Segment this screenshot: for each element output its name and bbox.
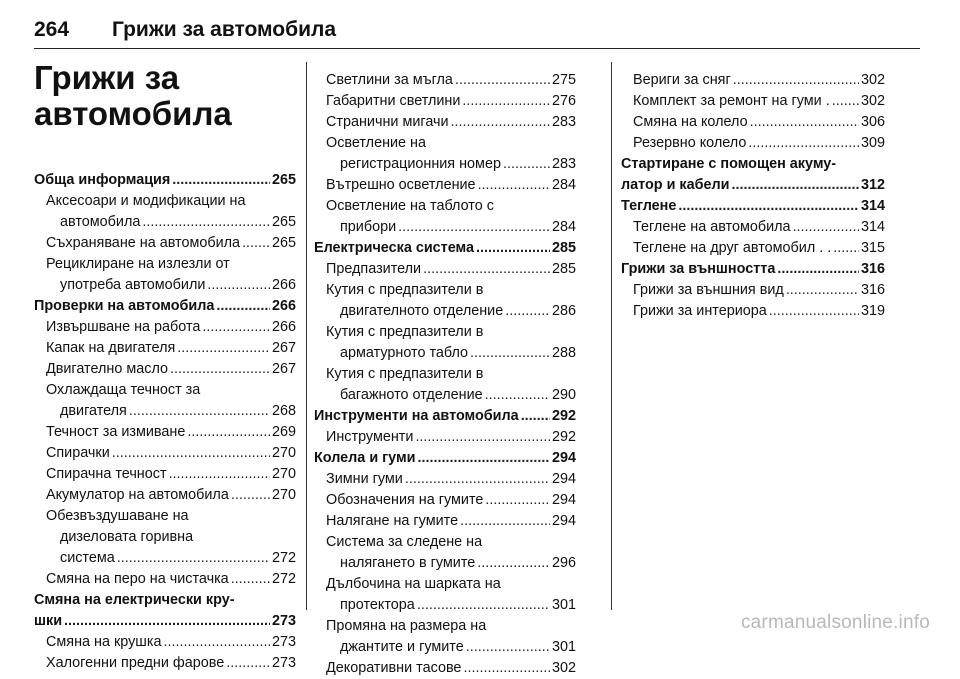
toc-entry-label: Теглене на друг автомобил . . — [633, 240, 832, 256]
toc-entry-label: Смяна на крушка — [46, 634, 162, 650]
toc-page-number: 294 — [551, 513, 576, 529]
dot-leader — [505, 301, 550, 321]
dot-leader — [231, 485, 270, 505]
toc-section-entry[interactable] — [314, 406, 576, 427]
dot-leader — [170, 359, 270, 379]
toc-page-number: 315 — [860, 240, 885, 256]
toc-page-number: 302 — [860, 93, 885, 109]
dot-leader — [460, 511, 550, 531]
toc-entry[interactable] — [34, 254, 296, 296]
toc-entry[interactable] — [34, 338, 296, 359]
dot-leader — [226, 653, 270, 673]
toc-entry-label: Съхраняване на автомобила — [46, 235, 241, 251]
toc-entry-label: Грижи за интериора — [633, 303, 767, 319]
toc-entry-label: двигателното отделение — [340, 303, 504, 319]
dot-leader — [187, 422, 270, 442]
toc-entry[interactable] — [314, 133, 576, 175]
toc-entry[interactable] — [621, 133, 885, 154]
toc-page-number: 292 — [551, 408, 576, 424]
toc-section-entry[interactable] — [314, 448, 576, 469]
toc-section-entry[interactable] — [621, 154, 885, 196]
toc-page-number: 283 — [551, 156, 576, 172]
toc-entry[interactable] — [34, 443, 296, 464]
column-divider — [611, 62, 612, 610]
toc-entry-label-line: Осветление на таблото с — [326, 198, 494, 214]
toc-entry-label: употреба автомобили — [60, 277, 206, 293]
toc-entry-label-line: Смяна на електрически кру- — [34, 592, 235, 608]
toc-page-number: 273 — [271, 655, 296, 671]
toc-entry[interactable] — [34, 380, 296, 422]
toc-entry-label: налягането в гумите — [340, 555, 476, 571]
toc-entry-label: двигателя — [60, 403, 127, 419]
toc-entry-label-line: Кутия с предпазители в — [326, 366, 484, 382]
toc-entry-label: Инструменти — [326, 429, 414, 445]
toc-entry[interactable] — [34, 233, 296, 254]
dot-leader — [732, 175, 859, 195]
toc-section-entry[interactable] — [621, 259, 885, 280]
toc-page-number: 294 — [551, 492, 576, 508]
dot-leader — [129, 401, 270, 421]
toc-page-number: 302 — [551, 660, 576, 676]
toc-page-number: 286 — [551, 303, 576, 319]
dot-leader — [415, 427, 550, 447]
toc-page-number: 267 — [271, 340, 296, 356]
toc-entry[interactable] — [314, 112, 576, 133]
toc-entry[interactable] — [34, 506, 296, 569]
toc-page-number: 296 — [551, 555, 576, 571]
toc-page-number: 272 — [271, 571, 296, 587]
toc-page-number: 314 — [860, 219, 885, 235]
toc-entry[interactable] — [621, 280, 885, 301]
toc-entry-label: Теглене на автомобила — [633, 219, 791, 235]
toc-entry[interactable] — [314, 259, 576, 280]
dot-leader — [733, 70, 859, 90]
toc-entry[interactable] — [34, 422, 296, 443]
toc-entry-label: Обозначения на гумите — [326, 492, 484, 508]
chapter-title-line: Грижи за — [34, 59, 180, 96]
toc-entry-label: Акумулатор на автомобила — [46, 487, 229, 503]
toc-section-entry[interactable] — [34, 296, 296, 317]
toc-page-number: 275 — [551, 72, 576, 88]
toc-entry[interactable] — [314, 658, 576, 679]
dot-leader — [202, 317, 270, 337]
toc-entry[interactable] — [621, 70, 885, 91]
toc-page-number: 284 — [551, 177, 576, 193]
toc-entry[interactable] — [34, 359, 296, 380]
toc-page-number: 306 — [860, 114, 885, 130]
toc-entry[interactable] — [621, 112, 885, 133]
toc-entry-label: багажното отделение — [340, 387, 483, 403]
toc-entry-label-line: Кутия с предпазители в — [326, 324, 484, 340]
toc-page-number: 266 — [271, 298, 296, 314]
toc-page-number: 290 — [551, 387, 576, 403]
toc-entry[interactable] — [34, 191, 296, 233]
page-header — [34, 10, 920, 49]
toc-entry[interactable] — [314, 574, 576, 616]
toc-entry-label: Вътрешно осветление — [326, 177, 476, 193]
toc-entry[interactable] — [314, 364, 576, 406]
dot-leader — [216, 296, 270, 316]
dot-leader — [405, 469, 550, 489]
toc-entry-label-line: Обезвъздушаване на — [46, 508, 189, 524]
dot-leader — [451, 112, 550, 132]
toc-entry-label: регистрационния номер — [340, 156, 501, 172]
dot-leader — [242, 233, 270, 253]
toc-entry-label-line: Кутия с предпазители в — [326, 282, 484, 298]
dot-leader — [169, 464, 270, 484]
toc-entry[interactable] — [621, 91, 885, 112]
toc-entry-label: Зимни гуми — [326, 471, 403, 487]
dot-leader — [423, 259, 550, 279]
toc-entry[interactable] — [34, 569, 296, 590]
dot-leader — [463, 658, 550, 678]
toc-entry-label: Смяна на колело — [633, 114, 748, 130]
toc-entry-label: прибори — [340, 219, 397, 235]
chapter-title-line: автомобила — [34, 95, 232, 132]
toc-entry[interactable] — [314, 196, 576, 238]
toc-page-number: 270 — [271, 487, 296, 503]
toc-page-number: 270 — [271, 466, 296, 482]
toc-page-number: 288 — [551, 345, 576, 361]
toc-page-number: 265 — [271, 235, 296, 251]
dot-leader — [485, 385, 550, 405]
toc-entry-label: Проверки на автомобила — [34, 298, 215, 314]
toc-entry[interactable] — [621, 217, 885, 238]
dot-leader — [466, 637, 550, 657]
dot-leader — [455, 70, 550, 90]
dot-leader — [503, 154, 550, 174]
dot-leader — [476, 238, 550, 258]
toc-entry[interactable] — [314, 511, 576, 532]
dot-leader — [750, 112, 859, 132]
toc-entry-label: Резервно колело — [633, 135, 747, 151]
toc-page-number: 265 — [271, 172, 296, 188]
toc-entry-label: Двигателно масло — [46, 361, 169, 377]
toc-page-number: 302 — [860, 72, 885, 88]
dot-leader — [172, 170, 270, 190]
toc-section-entry[interactable] — [34, 590, 296, 632]
dot-leader — [470, 343, 550, 363]
toc-entry-label: Комплект за ремонт на гуми . — [633, 93, 830, 109]
toc-entry[interactable] — [621, 238, 885, 259]
toc-entry-label: автомобила — [60, 214, 141, 230]
toc-entry-label: шки — [34, 613, 63, 629]
dot-leader — [64, 611, 270, 631]
toc-entry-label: протектора — [340, 597, 415, 613]
dot-leader — [142, 212, 270, 232]
column-divider — [306, 62, 307, 610]
toc-section-entry[interactable] — [34, 170, 296, 191]
toc-entry[interactable] — [314, 616, 576, 658]
toc-entry-label: Спирачки — [46, 445, 110, 461]
toc-entry[interactable] — [314, 322, 576, 364]
chapter-title — [34, 60, 304, 132]
toc-entry-label: Инструменти на автомобила — [314, 408, 519, 424]
toc-page-number: 301 — [551, 639, 576, 655]
toc-entry-label: Теглене — [621, 198, 677, 214]
toc-page-number: 301 — [551, 597, 576, 613]
toc-page-number: 283 — [551, 114, 576, 130]
toc-page-number: 266 — [271, 319, 296, 335]
toc-entry-label-line: Система за следене на — [326, 534, 483, 550]
dot-leader — [417, 595, 550, 615]
toc-entry-label: Вериги за сняг — [633, 72, 731, 88]
toc-entry-label: Спирачна течност — [46, 466, 167, 482]
toc-entry[interactable] — [314, 175, 576, 196]
toc-page-number: 265 — [271, 214, 296, 230]
toc-entry-label-line: Дълбочина на шарката на — [326, 576, 501, 592]
toc-entry-label-line: Стартиране с помощен акуму- — [621, 156, 837, 172]
dot-leader — [678, 196, 859, 216]
toc-entry-label: Смяна на перо на чистачка — [46, 571, 229, 587]
toc-entry-label: Халогенни предни фарове — [46, 655, 225, 671]
dot-leader — [207, 275, 270, 295]
toc-entry-label: Габаритни светлини — [326, 93, 461, 109]
toc-entry[interactable] — [34, 317, 296, 338]
toc-entry[interactable] — [314, 280, 576, 322]
toc-page-number: 292 — [551, 429, 576, 445]
dot-leader — [478, 175, 550, 195]
toc-section-entry[interactable] — [621, 196, 885, 217]
toc-page-number: 270 — [271, 445, 296, 461]
toc-entry-label-line: Осветление на — [326, 135, 427, 151]
toc-page-number: 269 — [271, 424, 296, 440]
toc-page-number: 266 — [271, 277, 296, 293]
toc-entry-label: Декоративни тасове — [326, 660, 462, 676]
toc-page-number: 319 — [860, 303, 885, 319]
toc-entry-label: Извършване на работа — [46, 319, 201, 335]
toc-entry-label: Налягане на гумите — [326, 513, 459, 529]
toc-entry-label-line: Рециклиране на излезли от — [46, 256, 230, 272]
toc-entry[interactable] — [314, 70, 576, 91]
toc-entry-label: Предпазители — [326, 261, 422, 277]
toc-entry-label: Колела и гуми — [314, 450, 416, 466]
toc-section-entry[interactable] — [314, 238, 576, 259]
toc-entry[interactable] — [314, 427, 576, 448]
dot-leader — [177, 338, 270, 358]
toc-entry[interactable] — [34, 485, 296, 506]
toc-entry-label: латор и кабели — [621, 177, 730, 193]
toc-entry-label-line: Аксесоари и модификации на — [46, 193, 246, 209]
dot-leader — [398, 217, 550, 237]
dot-leader — [462, 91, 550, 111]
toc-entry[interactable] — [621, 301, 885, 322]
toc-entry-label-line: дизеловата горивна — [60, 529, 194, 545]
page-number: 264 — [34, 18, 70, 41]
toc-page-number: 314 — [860, 198, 885, 214]
toc-page-number: 276 — [551, 93, 576, 109]
toc-page-number: 284 — [551, 219, 576, 235]
dot-leader — [793, 217, 859, 237]
dot-leader — [231, 569, 270, 589]
toc-entry-label: система — [60, 550, 115, 566]
toc-entry-label: арматурното табло — [340, 345, 469, 361]
watermark: carmanualsonline.info — [740, 612, 930, 633]
dot-leader — [485, 490, 550, 510]
toc-entry[interactable] — [34, 653, 296, 674]
toc-entry[interactable] — [314, 490, 576, 511]
dot-leader — [112, 443, 270, 463]
toc-entry[interactable] — [34, 464, 296, 485]
toc-page-number: 285 — [551, 261, 576, 277]
toc-entry-label: Грижи за външния вид — [633, 282, 784, 298]
toc-entry[interactable] — [34, 632, 296, 653]
dot-leader — [748, 133, 859, 153]
toc-entry-label-line: Охлаждаща течност за — [46, 382, 201, 398]
dot-leader — [477, 553, 550, 573]
dot-leader — [117, 548, 270, 568]
toc-page-number: 316 — [860, 261, 885, 277]
dot-leader — [769, 301, 859, 321]
dot-leader — [786, 280, 859, 300]
dot-leader — [417, 448, 550, 468]
toc-entry-label: Странични мигачи — [326, 114, 449, 130]
toc-entry[interactable] — [314, 91, 576, 112]
dot-leader — [833, 238, 859, 258]
toc-entry-label: Течност за измиване — [46, 424, 186, 440]
dot-leader — [521, 406, 550, 426]
toc-page-number: 268 — [271, 403, 296, 419]
toc-page-number: 294 — [551, 471, 576, 487]
toc-page-number: 312 — [860, 177, 885, 193]
toc-entry-label: джантите и гумите — [340, 639, 464, 655]
dot-leader — [163, 632, 270, 652]
toc-page-number: 273 — [271, 613, 296, 629]
toc-entry-label-line: Промяна на размера на — [326, 618, 487, 634]
toc-entry-label: Капак на двигателя — [46, 340, 176, 356]
toc-page-number: 273 — [271, 634, 296, 650]
dot-leader — [832, 91, 859, 111]
toc-entry[interactable] — [314, 469, 576, 490]
toc-entry-label: Светлини за мъгла — [326, 72, 453, 88]
running-title: Грижи за автомобила — [112, 18, 337, 41]
toc-page-number: 316 — [860, 282, 885, 298]
toc-page-number: 285 — [551, 240, 576, 256]
toc-entry-label: Обща информация — [34, 172, 171, 188]
toc-page-number: 294 — [551, 450, 576, 466]
toc-page-number: 309 — [860, 135, 885, 151]
toc-page-number: 272 — [271, 550, 296, 566]
dot-leader — [777, 259, 859, 279]
toc-entry-label: Грижи за външността — [621, 261, 776, 277]
toc-page-number: 267 — [271, 361, 296, 377]
toc-entry-label: Електрическа система — [314, 240, 474, 256]
toc-entry[interactable] — [314, 532, 576, 574]
